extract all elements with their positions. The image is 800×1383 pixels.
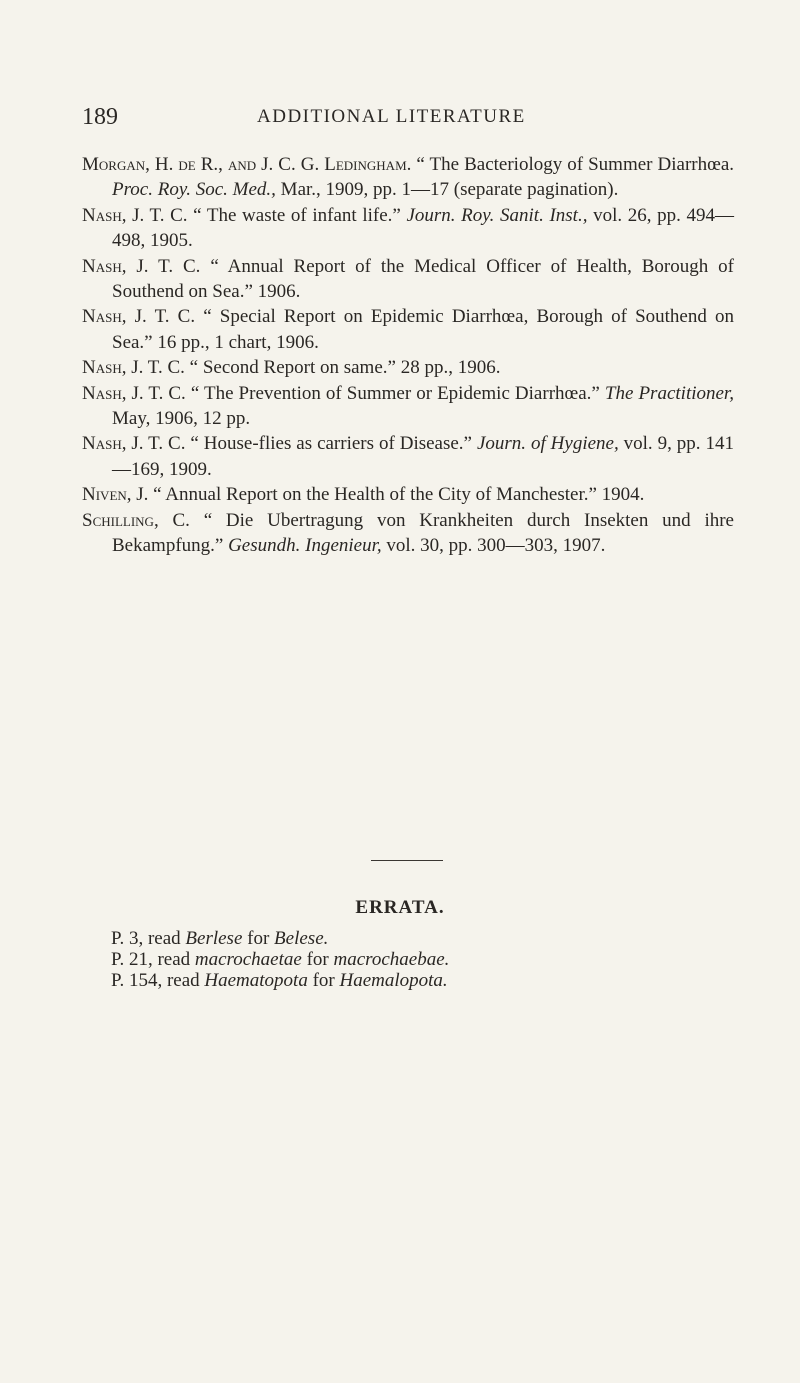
- errata-list: [111, 928, 731, 991]
- errata-for: for: [247, 928, 270, 949]
- bibliography-entry: [82, 431, 734, 482]
- entry-details: May, 1906, 12 pp.: [112, 408, 251, 430]
- bibliography-list: [82, 152, 734, 559]
- bibliography-entry: [82, 203, 734, 254]
- errata-correct: Berlese: [185, 928, 243, 949]
- errata-item: [111, 949, 731, 970]
- entry-journal: Journ. of Hygiene,: [476, 433, 619, 455]
- bibliography-entry: [82, 381, 734, 432]
- entry-author: Nash, J. T. C.: [82, 255, 201, 277]
- errata-title: ERRATA.: [355, 897, 445, 918]
- entry-author: Nash, J. T. C.: [82, 382, 186, 404]
- entry-author: Nash, J. T. C.: [82, 433, 186, 455]
- entry-details: vol. 26, pp. 494—498, 1905.: [112, 204, 734, 252]
- entry-text: “ Annual Report of the Medical Officer of Health, Borough of Southend on Sea.” 1906.: [112, 255, 735, 303]
- entry-journal: The Practitioner,: [604, 382, 734, 404]
- entry-details: vol. 9, pp. 141—169, 1909.: [112, 433, 734, 480]
- errata-for: for: [312, 970, 335, 991]
- errata-wrong: Haemalopota.: [339, 970, 448, 991]
- bibliography-entry: [82, 304, 734, 355]
- bibliography-entry: [82, 482, 734, 507]
- entry-text: “ The waste of infant life.”: [193, 204, 401, 226]
- entry-text: “ The Prevention of Summer or Epidemic Diarrhœa.”: [190, 382, 600, 404]
- entry-text: “ House-flies as carriers of Disease.”: [190, 433, 472, 455]
- section-divider: [371, 860, 443, 861]
- errata-page: P. 21, read: [111, 949, 191, 970]
- running-head: ADDITIONAL LITERATURE: [257, 106, 526, 127]
- bibliography-entry: [82, 254, 734, 305]
- entry-details: vol. 30, pp. 300—303, 1907.: [386, 535, 606, 557]
- entry-text: “ Annual Report on the Health of the City of Manchester.” 1904.: [153, 484, 645, 506]
- entry-author: Niven, J.: [82, 484, 149, 506]
- entry-text: “ Special Report on Epidemic Diarrhœa, Borough of Southend on Sea.” 16 pp., 1 chart, 1906.: [112, 306, 734, 353]
- errata-item: [111, 970, 731, 991]
- errata-correct: macrochaetae: [194, 949, 302, 970]
- errata-wrong: Belese.: [274, 928, 329, 949]
- entry-details: Mar., 1909, pp. 1—17 (separate pagination).: [280, 179, 619, 201]
- page-number: 189: [82, 104, 118, 130]
- entry-journal: Proc. Roy. Soc. Med.,: [112, 179, 276, 201]
- bibliography-entry: [82, 152, 734, 203]
- entry-author: Nash, J. T. C.: [82, 204, 188, 226]
- entry-text: “ The Bacteriology of Summer Diarrhœa.: [416, 154, 735, 175]
- entry-text: “ Die Ubertragung von Krankheiten durch Insekten und ihre Bekampfung.”: [112, 509, 734, 557]
- errata-wrong: macrochaebae.: [333, 949, 450, 970]
- entry-journal: Journ. Roy. Sanit. Inst.,: [406, 204, 588, 226]
- errata-page: P. 3, read: [111, 928, 181, 949]
- entry-journal: Gesundh. Ingenieur,: [228, 535, 382, 557]
- errata-item: [111, 928, 731, 949]
- errata-for: for: [306, 949, 329, 970]
- entry-text: “ Second Report on same.” 28 pp., 1906.: [189, 357, 501, 379]
- entry-author: Nash, J. T. C.: [82, 306, 196, 328]
- bibliography-entry: [82, 508, 734, 559]
- entry-author: Schilling, C.: [82, 509, 190, 531]
- entry-author: Morgan, H. de R., and J. C. G. Ledingham.: [82, 154, 412, 175]
- errata-page: P. 154, read: [111, 970, 200, 991]
- bibliography-entry: [82, 355, 734, 380]
- entry-author: Nash, J. T. C.: [82, 357, 185, 379]
- errata-correct: Haematopota: [204, 970, 308, 991]
- page-header: [82, 104, 722, 134]
